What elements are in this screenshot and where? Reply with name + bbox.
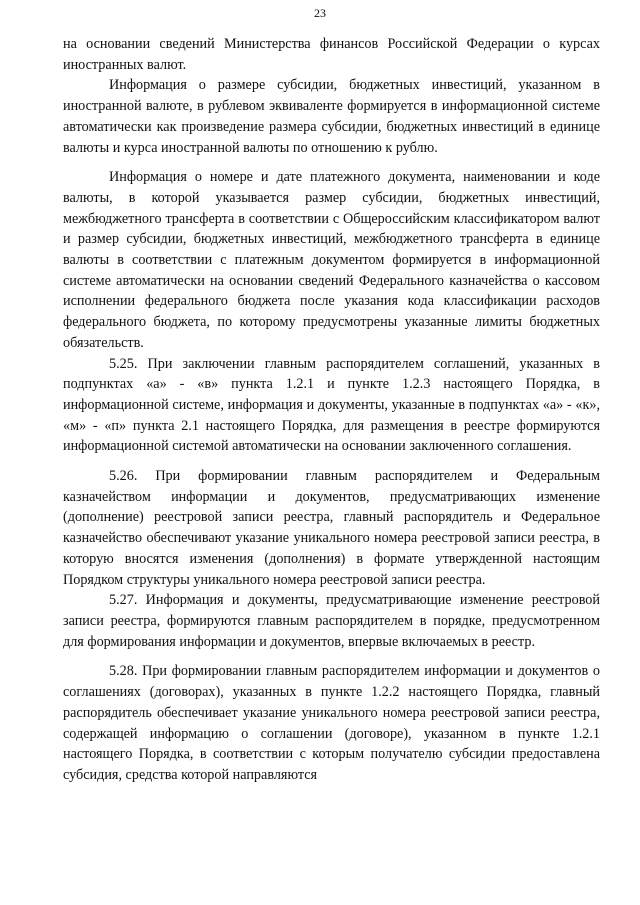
- paragraph-gap: [63, 652, 600, 661]
- paragraph-currency-ruble-equivalent: Информация о размере субсидии, бюджетных инвестиций, указанном в иностранной валюте, в рублевом эквиваленте формируется в информационной системе автоматически как произведение размера субсидии, бюджетных инвестиций в единице валюты и курса иностранной валюты по отношению к рублю.: [63, 77, 600, 156]
- paragraph-gap: [63, 158, 600, 167]
- paragraph-clause-5-27: 5.27. Информация и документы, предусматривающие изменение реестровой записи реестра, формируются главным распорядителем в порядке, предусмотренном для формирования информации и документов, впервые включаемых в реестр.: [63, 592, 600, 650]
- paragraph-clause-5-28: 5.28. При формировании главным распорядителем информации и документов о соглашениях (договорах), указанных в пункте 1.2.2 настоящего Порядка, главный распорядитель обеспечивает указание уникального номера реестровой записи реестра, содержащей информацию о соглашении (договоре), указанном в пункте 1.2.1 настоящего Порядка, в соответствии с которым получателю субсидии предоставлена субсидия, средства которой направляются: [63, 663, 600, 783]
- paragraph-clause-5-25: 5.25. При заключении главным распорядителем соглашений, указанных в подпунктах «а» - «в» пункта 1.2.1 и пункте 1.2.3 настоящего Порядка, в информационной системе, информация и документы, указанные в подпунктах «а» - «к», «м» - «п» пункта 2.1 настоящего Порядка, для размещения в реестре формируются информационной системой автоматически на основании заключенного соглашения.: [63, 355, 600, 455]
- page-number: 23: [314, 6, 326, 20]
- paragraph-payment-document-info: Информация о номере и дате платежного документа, наименовании и коде валюты, в которой указывается размер субсидии, бюджетных инвестиций, межбюджетного трансферта в соответствии с Общероссийским классификатором валют и размер субсидии, бюджетных инвестиций, межбюджетного трансферта в единице валюты в соответствии с платежным документом формируется в информационной системе автоматически на основании сведений Федерального казначейства о кассовом исполнении федерального бюджета после указания кода классификации расходов федерального бюджета, по которому предусмотрены указанные лимиты бюджетных обязательств.: [63, 169, 600, 351]
- paragraph-gap: [63, 457, 600, 466]
- document-body: [63, 34, 600, 786]
- paragraph-clause-5-26: 5.26. При формировании главным распорядителем и Федеральным казначейством информации и документов, предусматривающих изменение (дополнение) реестровой записи реестра, главный распорядитель и Федеральное казначейство обеспечивают указание уникального номера реестровой записи реестра, в которую вносятся изменения (дополнения) в формате утвержденной настоящим Порядком структуры уникального номера реестровой записи реестра.: [63, 468, 600, 588]
- paragraph-continuation: на основании сведений Министерства финансов Российской Федерации о курсах иностранных валют.: [63, 36, 600, 73]
